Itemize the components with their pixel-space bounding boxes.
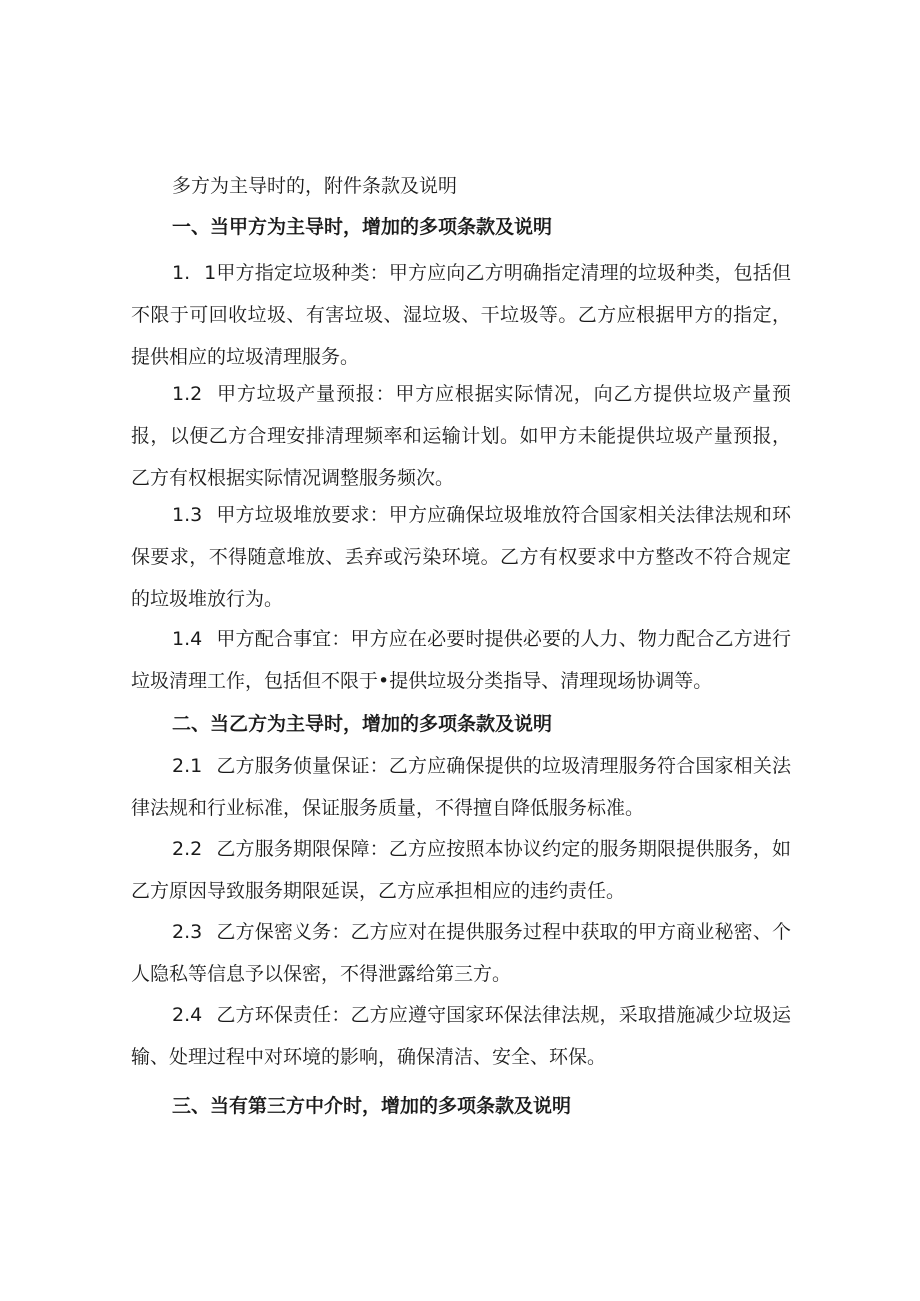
clause-text: 甲方垃圾堆放要求：甲方应确保垃圾堆放符合国家相关法律法规和环保要求，不得随意堆放、丢弃或污染环境。乙方有权要求中方整改不符合规定的垃圾堆放行为。 <box>131 504 791 610</box>
section-3-heading: 三、当有第三方中介时，增加的多项条款及说明 <box>172 1095 572 1117</box>
clause-2-3 <box>131 911 791 995</box>
clause-2-1 <box>131 745 791 829</box>
clause-number: 2.4 <box>172 1004 203 1026</box>
clause-text: 乙方服务期限保障：乙方应按照本协议约定的服务期限提供服务，如乙方原因导致服务期限延误，乙方应承担相应的违约责任。 <box>131 838 791 902</box>
clause-2-2 <box>131 828 791 912</box>
clause-text: 乙方服务侦量保证：乙方应确保提供的垃圾清理服务符合国家相关法律法规和行业标准，保证服务质量，不得擅自降低服务标准。 <box>131 755 791 819</box>
clause-number: 1.4 <box>172 628 203 650</box>
clause-1-4 <box>131 618 791 702</box>
clause-1-2 <box>131 373 791 499</box>
clause-text: 甲方垃圾产量预报：甲方应根据实际情况，向乙方提供垃圾产量预报，以便乙方合理安排清理频率和运输计划。如甲方未能提供垃圾产量预报，乙方有权根据实际情况调整服务频次。 <box>131 383 791 489</box>
clause-number: 1. <box>172 262 191 284</box>
clause-number: 2.3 <box>172 921 203 943</box>
clause-2-4 <box>131 994 791 1078</box>
clause-text: 甲方配合事宜：甲方应在必要时提供必要的人力、物力配合乙方进行垃圾清理工作，包括但不限于•提供垃圾分类指导、清理现场协调等。 <box>131 628 791 692</box>
clause-text: 乙方保密义务：乙方应对在提供服务过程中获取的甲方商业秘密、个人隐私等信息予以保密，不得泄露给第三方。 <box>131 921 791 985</box>
clause-number: 1.3 <box>172 504 203 526</box>
clause-1-1 <box>131 252 791 378</box>
clause-number: 2.2 <box>172 838 203 860</box>
clause-number: 2.1 <box>172 755 203 777</box>
document-intro: 多方为主导时的，附件条款及说明 <box>172 175 458 197</box>
clause-text: 1甲方指定垃圾种类：甲方应向乙方明确指定清理的垃圾种类，包括但不限于可回收垃圾、有害垃圾、湿垃圾、干垃圾等。乙方应根据甲方的指定，提供相应的垃圾清理服务。 <box>131 262 791 368</box>
clause-1-3 <box>131 494 791 620</box>
section-1-heading: 一、当甲方为主导时，增加的多项条款及说明 <box>172 216 553 238</box>
section-2-heading: 二、当乙方为主导时，增加的多项条款及说明 <box>172 713 553 735</box>
clause-number: 1.2 <box>172 383 203 405</box>
clause-text: 乙方环保责任：乙方应遵守国家环保法律法规，采取措施减少垃圾运输、处理过程中对环境的影响，确保清洁、安全、环保。 <box>131 1004 791 1068</box>
